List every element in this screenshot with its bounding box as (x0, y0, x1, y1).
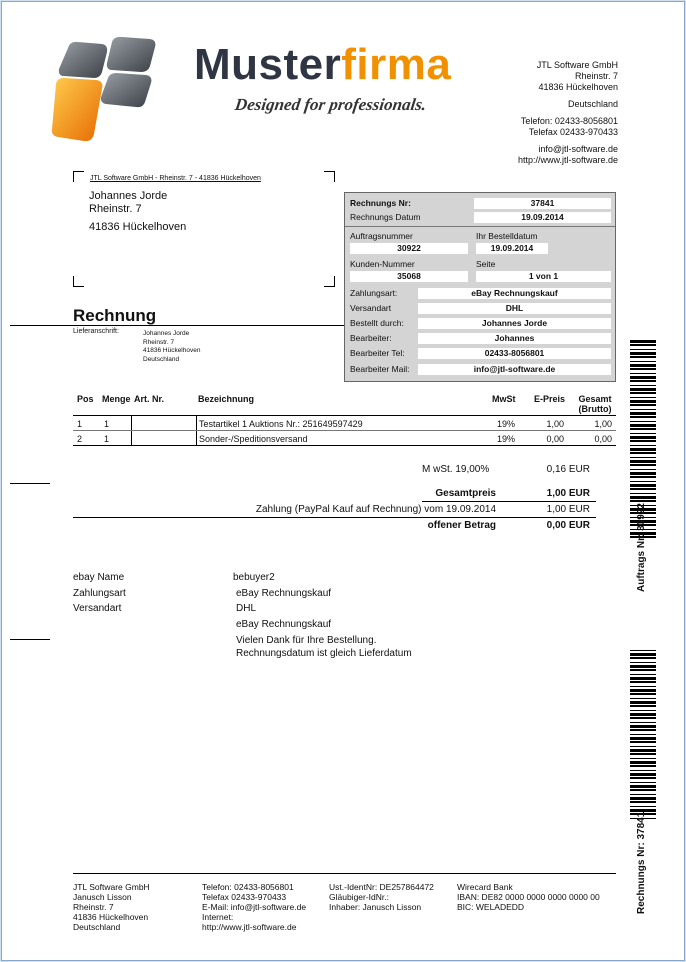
footer-web: http://www.jtl-software.de (202, 922, 297, 932)
note-ebay-value: bebuyer2 (233, 572, 275, 583)
row2-total: 0,00 (594, 434, 612, 444)
col-total-line2: (Brutto) (578, 404, 612, 414)
order-no-label: Auftragsnummer (350, 231, 413, 241)
sender-city: 41836 Hückelhoven (538, 82, 618, 92)
footer-owner: Janusch Lisson (73, 892, 132, 902)
col-unit: E-Preis (534, 394, 566, 404)
order-barcode-label: Auftrags Nr: 30922 (636, 503, 647, 592)
logo-wordmark (194, 40, 451, 90)
footer-email: E-Mail: info@jtl-software.de (202, 902, 307, 912)
delivery-name: Johannes Jorde (143, 330, 190, 337)
clerk-mail-label: Bearbeiter Mail: (350, 364, 410, 374)
clerk-label: Bearbeiter: (350, 333, 392, 343)
footer-col-bank (457, 882, 600, 912)
table-row-rule (73, 430, 616, 431)
sender-block (418, 60, 618, 166)
col-desc: Bezeichnung (198, 394, 255, 404)
customer-no: 35068 (350, 271, 468, 282)
delivery-label: Lieferanschrift: (73, 328, 119, 335)
row1-total: 1,00 (594, 419, 612, 429)
footer-vat-id: Ust.-IdentNr: DE257864472 (329, 882, 434, 892)
footer-city: 41836 Hückelhoven (73, 912, 149, 922)
recipient-name: Johannes Jorde (89, 190, 168, 202)
footer-bic: BIC: WELADEDD (457, 902, 525, 912)
note-extra-3: Rechnungsdatum ist gleich Lieferdatum (236, 648, 412, 659)
footer-company: JTL Software GmbH (73, 882, 150, 892)
delivery-street: Rheinstr. 7 (143, 338, 175, 346)
note-shipping-value: DHL (236, 603, 257, 614)
row2-pos: 2 (77, 434, 83, 444)
sender-company: JTL Software GmbH (536, 60, 618, 70)
window-corner-tr (324, 171, 335, 182)
shipping-label: Versandart (350, 303, 392, 313)
logo-part2: firma (341, 40, 452, 89)
row1-unit: 1,00 (546, 419, 564, 429)
footer-owner-line: Inhaber: Janusch Lisson (329, 902, 422, 912)
footer-country: Deutschland (73, 922, 121, 932)
col-total-line1: Gesamt (578, 394, 612, 404)
row2-unit: 0,00 (546, 434, 564, 444)
invoice-no-label: Rechnungs Nr: (350, 198, 411, 208)
logo-part1: Muster (194, 40, 342, 89)
invoice-page (1, 1, 685, 961)
col-pos: Pos (77, 394, 94, 404)
order-date: 19.09.2014 (476, 243, 548, 254)
sender-web: http://www.jtl-software.de (517, 155, 618, 165)
note-extra-1: eBay Rechnungskauf (236, 619, 332, 630)
note-payment-label: Zahlungsart (73, 588, 126, 599)
col-art: Art. Nr. (134, 394, 165, 404)
sender-fax: Telefax 02433-970433 (528, 127, 618, 137)
open-amount-label: offener Betrag (427, 520, 496, 531)
document-title: Rechnung (73, 306, 157, 325)
footer-phone: Telefon: 02433-8056801 (202, 882, 294, 892)
table-col-rule-desc (196, 416, 197, 446)
page-number: 1 von 1 (476, 271, 611, 282)
row1-pos: 1 (77, 419, 83, 429)
sender-phone: Telefon: 02433-8056801 (520, 116, 618, 126)
recipient-city: 41836 Hückelhoven (89, 221, 187, 233)
note-ebay-label: ebay Name (73, 572, 125, 583)
recipient-address (89, 190, 186, 234)
payment-method: eBay Rechnungskauf (418, 288, 611, 299)
note-extra-2: Vielen Dank für Ihre Bestellung. (236, 635, 377, 646)
logo-icon (50, 36, 165, 151)
open-rule (73, 517, 596, 518)
row2-desc: Sonder-/Speditionsversand (199, 434, 308, 444)
clerk: Johannes (418, 333, 611, 344)
invoice-no: 37841 (474, 198, 611, 209)
title-rule (10, 325, 344, 326)
footer-col-tax (329, 882, 434, 912)
order-date-label: Ihr Bestelldatum (476, 231, 538, 241)
row1-vat: 19% (497, 419, 516, 429)
table-bottom-rule (73, 445, 616, 446)
footer-bank: Wirecard Bank (457, 882, 513, 892)
logo-tagline: Designed for professionals. (233, 95, 428, 114)
sender-email: info@jtl-software.de (538, 144, 618, 154)
footer-fax: Telefax 02433-970433 (202, 892, 287, 902)
open-amount-value: 0,00 EUR (546, 520, 590, 531)
window-corner-tl (73, 171, 84, 182)
ordered-by: Johannes Jorde (418, 318, 611, 329)
invoice-barcode-label: Rechnungs Nr: 37841 (636, 811, 647, 914)
invoice-date: 19.09.2014 (474, 212, 611, 223)
col-total (576, 394, 614, 414)
fold-mark-2 (10, 639, 50, 640)
row2-qty: 1 (104, 434, 110, 444)
col-vat: MwSt (492, 394, 516, 404)
invoice-date-label: Rechnungs Datum (350, 212, 421, 222)
payment-received-label: Zahlung (PayPal Kauf auf Rechnung) vom 19.09.2014 (255, 504, 496, 515)
footer-rule (73, 873, 616, 874)
payment-received-value: 1,00 EUR (546, 504, 590, 515)
vat-label: M wSt. 19,00% (422, 464, 490, 475)
table-col-rule-art (131, 416, 132, 446)
customer-no-label: Kunden-Nummer (350, 259, 415, 269)
window-corner-br (324, 276, 335, 287)
footer-col-contact (202, 882, 306, 932)
total-rule (422, 501, 596, 502)
row1-qty: 1 (104, 419, 110, 429)
delivery-city: 41836 Hückelhoven (143, 347, 201, 354)
note-shipping-label: Versandart (73, 603, 122, 614)
sender-street: Rheinstr. 7 (574, 71, 618, 81)
ordered-by-label: Bestellt durch: (350, 318, 404, 328)
delivery-country: Deutschland (143, 355, 180, 363)
sender-country: Deutschland (567, 99, 618, 109)
total-value: 1,00 EUR (546, 488, 590, 499)
footer-creditor-id: Gläubiger-IdNr.: (329, 892, 389, 902)
table-header-rule (73, 415, 616, 416)
row1-desc: Testartikel 1 Auktions Nr.: 251649597429 (199, 419, 363, 429)
window-corner-bl (73, 276, 84, 287)
clerk-phone-label: Bearbeiter Tel: (350, 348, 405, 358)
payment-label: Zahlungsart: (350, 288, 398, 298)
invoice-barcode (630, 650, 656, 822)
infobox-divider (345, 226, 615, 227)
page-label: Seite (476, 259, 496, 269)
clerk-mail: info@jtl-software.de (418, 364, 611, 375)
footer-col-company (73, 882, 150, 932)
invoice-info-box (344, 192, 616, 382)
note-payment-value: eBay Rechnungskauf (236, 588, 332, 599)
clerk-phone: 02433-8056801 (418, 348, 611, 359)
footer-street: Rheinstr. 7 (73, 902, 114, 912)
vat-value: 0,16 EUR (546, 464, 590, 475)
fold-mark-1 (10, 483, 50, 484)
recipient-street: Rheinstr. 7 (89, 203, 142, 215)
col-qty: Menge (102, 394, 131, 404)
row2-vat: 19% (497, 434, 516, 444)
delivery-address (143, 330, 200, 364)
return-address-line: JTL Software GmbH - Rheinstr. 7 - 41836 Hückelhoven (90, 175, 261, 182)
footer-internet-label: Internet: (202, 912, 234, 922)
shipping-method: DHL (418, 303, 611, 314)
footer-iban: IBAN: DE82 0000 0000 0000 0000 00 (457, 892, 600, 902)
order-no: 30922 (350, 243, 468, 254)
total-label: Gesamtpreis (435, 488, 496, 499)
